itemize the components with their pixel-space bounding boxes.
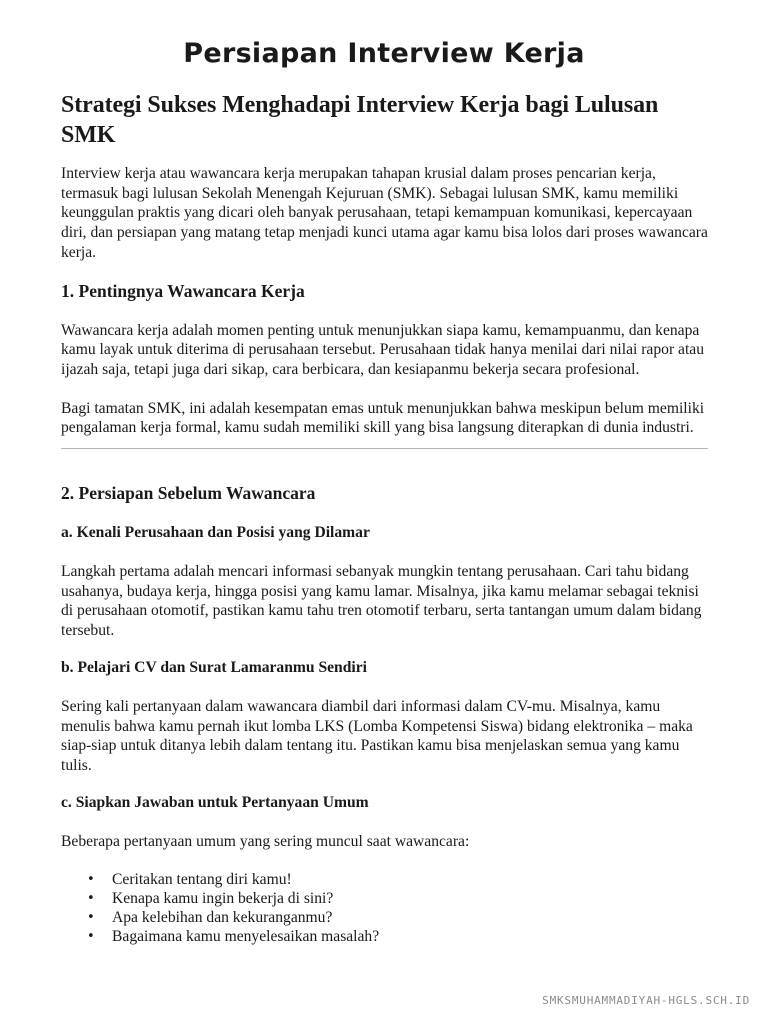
document-body	[61, 90, 711, 947]
subsection-a-heading: a. Kenali Perusahaan dan Posisi yang Dilamar	[61, 524, 370, 542]
document-title: Persiapan Interview Kerja	[183, 38, 585, 69]
bullet-icon: •	[87, 891, 95, 907]
section-1-paragraph-2: Bagi tamatan SMK, ini adalah kesempatan emas untuk menunjukkan bahwa meskipun belum memiliki pengalaman kerja formal, kamu sudah memiliki skill yang bisa langsung diterapkan di dunia industri.	[61, 399, 705, 437]
list-item-text: Kenapa kamu ingin bekerja di sini?	[112, 890, 334, 908]
list-item	[85, 890, 711, 909]
common-questions-list	[61, 871, 711, 946]
bullet-icon: •	[87, 928, 95, 944]
list-item-text: Ceritakan tentang diri kamu!	[112, 871, 292, 889]
list-item	[85, 871, 711, 890]
subsection-c-paragraph: Beberapa pertanyaan umum yang sering muncul saat wawancara:	[61, 832, 470, 850]
bullet-icon: •	[87, 909, 95, 925]
intro-paragraph: Interview kerja atau wawancara kerja merupakan tahapan krusial dalam proses pencarian kerja, termasuk bagi lulusan Sekolah Menengah Kejuruan (SMK). Sebagai lulusan SMK, kamu memiliki keunggulan praktis yang dicari oleh banyak perusahaan, tetapi kemampuan komunikasi, kepercayaan diri, dan persiapan yang matang tetap menjadi kunci utama agar kamu bisa lolos dari proses wawancara kerja.	[61, 165, 708, 261]
section-1-paragraph-1: Wawancara kerja adalah momen penting untuk menunjukkan siapa kamu, kemampuanmu, dan kenapa kamu layak untuk diterima di perusahaan tersebut. Perusahaan tidak hanya menilai dari nilai rapor atau ijazah saja, tetapi juga dari sikap, cara berbicara, dan kesiapanmu bekerja secara profesional.	[61, 321, 705, 378]
section-1-heading: 1. Pentingnya Wawancara Kerja	[61, 280, 305, 301]
subsection-a-paragraph: Langkah pertama adalah mencari informasi sebanyak mungkin tentang perusahaan. Cari tahu bidang usahanya, budaya kerja, hingga posisi yang kamu lamar. Misalnya, jika kamu melamar sebagai teknisi di perusahaan otomotif, pastikan kamu tahu tren otomotif terbaru, serta tantangan umum dalam bidang tersebut.	[61, 563, 702, 640]
list-item-text: Bagaimana kamu menyelesaikan masalah?	[112, 927, 380, 945]
subsection-b-paragraph: Sering kali pertanyaan dalam wawancara diambil dari informasi dalam CV-mu. Misalnya, kamu menulis bahwa kamu pernah ikut lomba LKS (Lomba Kompetensi Siswa) bidang elektronika – maka siap-siap untuk ditanya lebih dalam tentang itu. Pastikan kamu bisa menjelaskan semua yang kamu tulis.	[61, 697, 693, 774]
subsection-c-heading: c. Siapkan Jawaban untuk Pertanyaan Umum	[61, 793, 369, 811]
section-divider	[61, 448, 708, 449]
article-subtitle: Strategi Sukses Menghadapi Interview Kerja bagi Lulusan SMK	[61, 92, 659, 148]
list-item	[85, 928, 711, 947]
list-item	[85, 909, 711, 928]
subsection-b-heading: b. Pelajari CV dan Surat Lamaranmu Sendiri	[61, 658, 367, 676]
section-2-heading: 2. Persiapan Sebelum Wawancara	[61, 483, 316, 504]
list-item-text: Apa kelebihan dan kekuranganmu?	[112, 908, 333, 926]
website-watermark: SMKSMUHAMMADIYAH-HGLS.SCH.ID	[542, 994, 750, 1007]
bullet-icon: •	[87, 872, 95, 888]
